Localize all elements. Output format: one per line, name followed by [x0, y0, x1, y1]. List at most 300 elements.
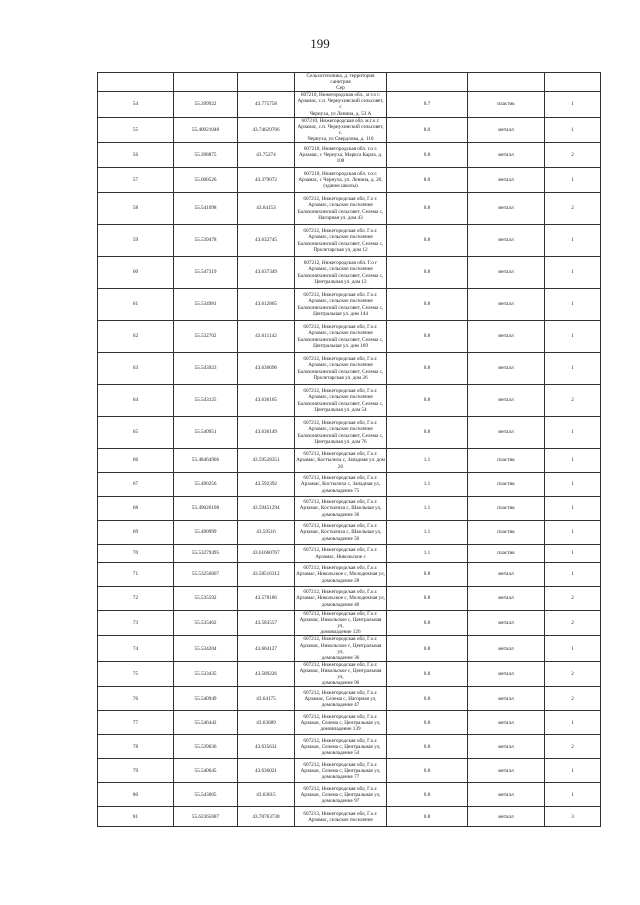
row-number-cell: 61	[98, 289, 174, 321]
longitude-cell: 43.59516	[238, 521, 295, 545]
row-number-cell: 67	[98, 473, 174, 497]
area-cell: 0.8	[387, 321, 468, 353]
address-line: Пролетарская ул. дом 26	[313, 374, 368, 381]
table-row	[98, 783, 601, 807]
table-row	[98, 807, 601, 827]
row-number-cell: 59	[98, 225, 174, 257]
address-line: Балахонихинский сельсовет, Селема с,	[297, 240, 384, 247]
address-cell	[295, 385, 387, 417]
row-number-cell: 58	[98, 193, 174, 225]
area-cell: 0.8	[387, 587, 468, 611]
material-cell: металл	[468, 807, 545, 827]
container-count-cell: 1	[545, 783, 601, 807]
address-line: Арзамас, Никольское с, Центральная ул,	[299, 642, 382, 655]
address-cell	[295, 225, 387, 257]
table-row	[98, 353, 601, 385]
longitude-cell: 43.636165	[238, 385, 295, 417]
table-row	[98, 449, 601, 473]
address-line: Арзамас, Никольское с, Молодежная ул,	[296, 571, 385, 578]
latitude-cell: 55.490999	[174, 521, 238, 545]
table-row	[98, 711, 601, 735]
table-row	[98, 225, 601, 257]
material-cell: пластик	[468, 545, 545, 563]
row-number-cell: 62	[98, 321, 174, 353]
container-count-cell: 1	[545, 417, 601, 449]
container-count-cell: 1	[545, 497, 601, 521]
address-line: домовладение 97	[321, 797, 360, 804]
container-count-cell	[545, 73, 601, 92]
address-line: Арзамас, Никольское с, Молодежная ул,	[296, 595, 385, 602]
material-cell: металл	[468, 587, 545, 611]
address-cell	[295, 193, 387, 225]
address-cell	[295, 417, 387, 449]
address-line: 607212, Нижегородская обл, Г.о.г.	[303, 689, 378, 696]
address-line: Центральная ул. дом 76	[314, 438, 367, 445]
row-number-cell: 68	[98, 497, 174, 521]
container-count-cell: 1	[545, 545, 601, 563]
material-cell: пластик	[468, 521, 545, 545]
latitude-cell: 55.53256607	[174, 563, 238, 587]
container-count-cell: 1	[545, 563, 601, 587]
longitude-cell: 43.636149	[238, 417, 295, 449]
address-cell	[295, 545, 387, 563]
longitude-cell: 43.611142	[238, 321, 295, 353]
address-line: домовладение 36	[321, 654, 360, 661]
address-line: 607210, Нижегородская обл., м г.о г.	[300, 92, 381, 99]
address-line: Арзамас, Селема с, Центральная ул,	[300, 743, 381, 750]
address-line: 607212, Нижегородская обл, Г.о.г.	[303, 761, 378, 768]
container-count-cell: 1	[545, 711, 601, 735]
longitude-cell: 43.63615	[238, 783, 295, 807]
area-cell: 0.8	[387, 143, 468, 168]
area-cell: 0.8	[387, 193, 468, 225]
address-line: домовладение 96	[321, 680, 360, 687]
row-number-cell: 71	[98, 563, 174, 587]
address-line: домовладение 47	[321, 701, 360, 708]
address-line: 607210, Нижегородская обл. г.о.г.	[303, 170, 378, 177]
table-row	[98, 563, 601, 587]
address-line: Балахонихинский сельсовет, Селема с,	[297, 432, 384, 439]
latitude-cell: 55.543923	[174, 353, 238, 385]
material-cell: металл	[468, 759, 545, 783]
area-cell: 0.8	[387, 563, 468, 587]
material-cell: металл	[468, 143, 545, 168]
address-line: домовладение 139	[320, 725, 361, 732]
address-line: Арзамас, сельское поселение	[308, 234, 373, 241]
address-line: домовладение 50	[321, 535, 360, 542]
row-number-cell: 65	[98, 417, 174, 449]
address-line: Арзамас, сельское поселение	[308, 426, 373, 433]
material-cell	[468, 73, 545, 92]
address-line: Нагорная ул. дом 43	[318, 214, 363, 221]
address-line: 607212, Нижегородская обл, Г.о.г.	[303, 324, 378, 331]
latitude-cell	[174, 73, 238, 92]
area-cell: 8.0	[387, 168, 468, 193]
longitude-cell: 43.64153	[238, 193, 295, 225]
address-line: Балахонихинский сельсовет, Селема с,	[297, 400, 384, 407]
address-line: Арзамас, Селема с, Центральная ул,	[300, 791, 381, 798]
address-line: Арзамас, Костылиха с, Школьная ул,	[299, 505, 382, 512]
address-line: Центральная ул. дом 169	[313, 342, 368, 349]
area-cell: 0.8	[387, 759, 468, 783]
address-cell	[295, 73, 387, 92]
address-line: 607212, Нижегородская обл, Г.о.г.	[303, 547, 378, 554]
table-row	[98, 521, 601, 545]
container-count-cell: 1	[545, 636, 601, 661]
address-cell	[295, 687, 387, 711]
address-cell	[295, 611, 387, 636]
area-cell: 1.1	[387, 473, 468, 497]
latitude-cell: 55.600526	[174, 168, 238, 193]
row-number-cell: 80	[98, 783, 174, 807]
address-line: Арзамас, Костылиха с, Западная ул. дом	[296, 457, 385, 464]
longitude-cell	[238, 73, 295, 92]
material-cell: металл	[468, 168, 545, 193]
area-cell: 0.8	[387, 735, 468, 759]
area-cell: 0.8	[387, 385, 468, 417]
row-number-cell: 64	[98, 385, 174, 417]
address-line: домовладение 28	[321, 577, 360, 584]
address-line: 607212, Нижегородская обл, Г.о.г.	[303, 565, 378, 572]
address-line: домовладение 54	[321, 749, 360, 756]
address-line: 607210, Нижегородская обл. м.г.о г.	[301, 117, 380, 124]
latitude-cell: 55.535462	[174, 611, 238, 636]
container-count-cell: 1	[545, 321, 601, 353]
row-number-cell	[98, 73, 174, 92]
area-cell: 1.1	[387, 545, 468, 563]
address-cell	[295, 117, 387, 142]
material-cell: металл	[468, 783, 545, 807]
address-line: 607212, Нижегородская обл, Г.о.г.	[303, 523, 378, 530]
address-line: 607212, Нижегородская обл. Г.о г	[303, 260, 378, 267]
material-cell: пластик	[468, 449, 545, 473]
address-line: 607212, Нижегородская обл, Г.о.г.	[303, 713, 378, 720]
address-line: Балахонихинский сельсовет, Селема с,	[297, 336, 384, 343]
latitude-cell: 55.543125	[174, 385, 238, 417]
address-line: Арзамас, с.п. Чернухинский сельсовет, с.	[297, 123, 384, 136]
address-line: 607212, Нижегородская обл, Г.о.г.	[303, 589, 378, 596]
latitude-cell: 55.533435	[174, 661, 238, 686]
address-cell	[295, 636, 387, 661]
area-cell: 0.8	[387, 783, 468, 807]
latitude-cell: 55.543005	[174, 783, 238, 807]
material-cell: металл	[468, 385, 545, 417]
latitude-cell: 55.539036	[174, 735, 238, 759]
container-count-cell: 2	[545, 193, 601, 225]
area-cell: 1.1	[387, 449, 468, 473]
row-number-cell: 72	[98, 587, 174, 611]
row-number-cell: 55	[98, 117, 174, 142]
area-cell: 0.8	[387, 661, 468, 686]
table-row	[98, 687, 601, 711]
latitude-cell: 55.399922	[174, 92, 238, 117]
longitude-cell: 43.583557	[238, 611, 295, 636]
address-line: 607212, Нижегородская обл, Г.о.г.	[303, 420, 378, 427]
address-line: 607212, Нижегородская обл, Г.о.г.	[303, 737, 378, 744]
address-line: Арзамас, Костылиха с, Западная ул,	[300, 481, 381, 488]
longitude-cell: 43.59451294	[238, 497, 295, 521]
area-cell: 0.8	[387, 257, 468, 289]
table-row	[98, 289, 601, 321]
material-cell: металл	[468, 353, 545, 385]
address-line: 607212, Нижегородская обл. Г.о.г.	[303, 228, 378, 235]
address-cell	[295, 497, 387, 521]
table-row	[98, 321, 601, 353]
table-row	[98, 193, 601, 225]
address-line: Сер	[336, 85, 345, 92]
address-cell	[295, 289, 387, 321]
latitude-cell: 55.547319	[174, 257, 238, 289]
address-line: 607212, Нижегородская обл, Г.о.г.	[303, 475, 378, 482]
address-line: Арзамас, сельское поселение	[308, 816, 373, 823]
material-cell: пластик	[468, 92, 545, 117]
material-cell: металл	[468, 611, 545, 636]
material-cell: металл	[468, 117, 545, 142]
address-line: (здание школы)	[323, 183, 358, 190]
row-number-cell: 54	[98, 92, 174, 117]
material-cell: металл	[468, 225, 545, 257]
address-line: Арзамас, Селема с, Центральная ул,	[300, 767, 381, 774]
row-number-cell: 70	[98, 545, 174, 563]
container-count-cell: 1	[545, 449, 601, 473]
area-cell: 0.8	[387, 611, 468, 636]
row-number-cell: 73	[98, 611, 174, 636]
address-cell	[295, 353, 387, 385]
latitude-cell: 55.540951	[174, 417, 238, 449]
container-count-cell: 2	[545, 587, 601, 611]
address-cell	[295, 587, 387, 611]
address-line: 607212, Нижегородская обл, Г.о.г.	[303, 356, 378, 363]
table-row	[98, 545, 601, 563]
address-line: Сельхозтехника, д. территория санитрия	[306, 73, 375, 86]
longitude-cell: 43.58516312	[238, 563, 295, 587]
address-line: 108	[336, 158, 345, 165]
table-row	[98, 417, 601, 449]
address-line: Арзамас, с Чернуха, Маркса Карла, д.	[298, 151, 383, 158]
longitude-cell: 43.635631	[238, 735, 295, 759]
area-cell: 1.1	[387, 521, 468, 545]
longitude-cell: 43.75274	[238, 143, 295, 168]
area-cell: 1.1	[387, 497, 468, 521]
material-cell: металл	[468, 636, 545, 661]
area-cell: 8.0	[387, 117, 468, 142]
row-number-cell: 76	[98, 687, 174, 711]
address-line: Пролетарская ул, дом 12	[313, 246, 368, 253]
address-line: Центральная ул. дом 12	[314, 278, 367, 285]
container-count-cell: 1	[545, 225, 601, 257]
material-cell: металл	[468, 711, 545, 735]
table-row	[98, 661, 601, 686]
address-line: домовладение 75	[321, 487, 360, 494]
container-count-cell: 2	[545, 735, 601, 759]
address-cell	[295, 783, 387, 807]
address-line: Балахонихинский сельсовет, Селема с,	[297, 272, 384, 279]
row-number-cell: 75	[98, 661, 174, 686]
longitude-cell: 43.612865	[238, 289, 295, 321]
longitude-cell: 43.379072	[238, 168, 295, 193]
row-number-cell: 57	[98, 168, 174, 193]
latitude-cell: 55.49026108	[174, 497, 238, 521]
row-number-cell: 69	[98, 521, 174, 545]
area-cell: 0.8	[387, 289, 468, 321]
longitude-cell: 43.589226	[238, 661, 295, 686]
container-count-cell: 1	[545, 521, 601, 545]
longitude-cell: 43.578186	[238, 587, 295, 611]
table-row	[98, 143, 601, 168]
longitude-cell: 43.63689	[238, 711, 295, 735]
latitude-cell: 55.490256	[174, 473, 238, 497]
material-cell: металл	[468, 417, 545, 449]
address-line: Арзамас, сельское поселение	[308, 362, 373, 369]
row-number-cell: 56	[98, 143, 174, 168]
address-cell	[295, 521, 387, 545]
table-row	[98, 587, 601, 611]
container-count-cell: 1	[545, 473, 601, 497]
address-line: Арзамас, с Чернуха, ул. Ленина, д. 26,	[298, 176, 383, 183]
address-line: Арзамас, Никольское с	[315, 553, 366, 560]
row-number-cell: 63	[98, 353, 174, 385]
material-cell: пластик	[468, 497, 545, 521]
address-line: Арзамас, Никольское с, Центральная ул,	[299, 667, 382, 680]
address-line: Арзамас, сельское поселение	[308, 394, 373, 401]
table-row	[98, 92, 601, 117]
address-cell	[295, 143, 387, 168]
address-cell	[295, 661, 387, 686]
address-line: Балахонихинский сельсовет, Селема с,	[297, 368, 384, 375]
area-cell: 0.8	[387, 417, 468, 449]
table-row	[98, 73, 601, 92]
address-line: 607212, Нижегородская обл, Г.о.г.	[303, 388, 378, 395]
address-line: 607212, Нижегородская обл, Г.о.г.	[303, 636, 378, 643]
address-line: Чернуха, ул Свердлова, д. 110	[307, 135, 374, 142]
address-line: Арзамас, Селема с, Центральная ул,	[300, 719, 381, 726]
latitude-cell: 55.546442	[174, 711, 238, 735]
table-row	[98, 735, 601, 759]
container-count-cell: 3	[545, 807, 601, 827]
address-line: Центральная ул. дом 144	[313, 310, 368, 317]
longitude-cell: 43.59528351	[238, 449, 295, 473]
longitude-cell: 43.636021	[238, 759, 295, 783]
container-count-cell: 1	[545, 353, 601, 385]
container-count-cell: 2	[545, 143, 601, 168]
row-number-cell: 78	[98, 735, 174, 759]
latitude-cell: 55.53279495	[174, 545, 238, 563]
address-line: Арзамас, сельское поселение	[308, 298, 373, 305]
row-number-cell: 77	[98, 711, 174, 735]
area-cell: 0.8	[387, 636, 468, 661]
row-number-cell: 66	[98, 449, 174, 473]
longitude-cell: 43.61660767	[238, 545, 295, 563]
container-count-cell: 2	[545, 611, 601, 636]
address-line: 607212, Нижегородская обл, Г.о.г.	[303, 611, 378, 618]
address-line: Арзамас, Никольское с, Центральная ул,	[299, 617, 382, 630]
material-cell: металл	[468, 289, 545, 321]
address-line: Балахонихинский сельсовет, Селема с,	[297, 304, 384, 311]
address-line: 607212, Нижегородская обл, Г.о.г.	[303, 785, 378, 792]
container-count-cell: 1	[545, 168, 601, 193]
container-count-cell: 2	[545, 661, 601, 686]
table-row	[98, 117, 601, 142]
area-cell: 0.8	[387, 807, 468, 827]
address-cell	[295, 168, 387, 193]
address-line: Арзамас, сельское поселение	[308, 330, 373, 337]
table-row	[98, 636, 601, 661]
latitude-cell: 55.40021048	[174, 117, 238, 142]
address-cell	[295, 563, 387, 587]
latitude-cell: 55.62365687	[174, 807, 238, 827]
address-line: Арзамас, Селема с, Нагорная ул,	[304, 695, 377, 702]
address-line: домовладение 126	[320, 629, 361, 636]
container-sites-table	[97, 72, 601, 827]
address-line: Центральная ул. дом 54	[314, 406, 367, 413]
address-line: 607210, Нижегородская обл. г.о г.	[303, 145, 378, 152]
table-row	[98, 611, 601, 636]
row-number-cell: 60	[98, 257, 174, 289]
material-cell: металл	[468, 257, 545, 289]
address-line: Арзамас, Костылиха с, Школьная ул,	[299, 529, 382, 536]
longitude-cell: 43.636696	[238, 353, 295, 385]
table-row	[98, 473, 601, 497]
longitude-cell: 43.74629766	[238, 117, 295, 142]
address-cell	[295, 807, 387, 827]
table-row	[98, 497, 601, 521]
address-cell	[295, 473, 387, 497]
row-number-cell: 81	[98, 807, 174, 827]
longitude-cell: 43.632745	[238, 225, 295, 257]
address-line: Арзамас, сельское поселение	[308, 202, 373, 209]
address-cell	[295, 257, 387, 289]
address-line: 607212, Нижегородская обл, Г.о.г.	[303, 499, 378, 506]
address-cell	[295, 449, 387, 473]
table-row	[98, 759, 601, 783]
table-row	[98, 168, 601, 193]
address-line: домовладение 40	[321, 601, 360, 608]
area-cell: 0.8	[387, 687, 468, 711]
longitude-cell: 43.637349	[238, 257, 295, 289]
longitude-cell: 43.64175	[238, 687, 295, 711]
address-line: 607212, Нижегородская обл, Г.о.г.	[303, 451, 378, 458]
container-count-cell: 1	[545, 92, 601, 117]
address-line: домовладение 77	[321, 773, 360, 780]
material-cell: металл	[468, 193, 545, 225]
address-cell	[295, 735, 387, 759]
container-count-cell: 2	[545, 385, 601, 417]
latitude-cell: 55.539478	[174, 225, 238, 257]
latitude-cell: 55.532702	[174, 321, 238, 353]
latitude-cell: 55.534204	[174, 636, 238, 661]
latitude-cell: 55.535592	[174, 587, 238, 611]
address-cell	[295, 711, 387, 735]
address-line: 20	[337, 463, 344, 470]
row-number-cell: 79	[98, 759, 174, 783]
latitude-cell: 55.541098	[174, 193, 238, 225]
container-count-cell: 1	[545, 257, 601, 289]
page-number: 199	[310, 36, 330, 51]
address-cell	[295, 321, 387, 353]
material-cell: пластик	[468, 473, 545, 497]
table-row	[98, 385, 601, 417]
material-cell: металл	[468, 563, 545, 587]
address-line: Балахонихинский сельсовет, Селема с,	[297, 208, 384, 215]
latitude-cell: 55.398875	[174, 143, 238, 168]
latitude-cell: 55.540949	[174, 687, 238, 711]
longitude-cell: 43.604127	[238, 636, 295, 661]
material-cell: металл	[468, 687, 545, 711]
material-cell: металл	[468, 661, 545, 686]
area-cell: 0.7	[387, 92, 468, 117]
address-line: 607212, Нижегородская обл, Г.о.г.	[303, 661, 378, 668]
container-count-cell: 1	[545, 117, 601, 142]
